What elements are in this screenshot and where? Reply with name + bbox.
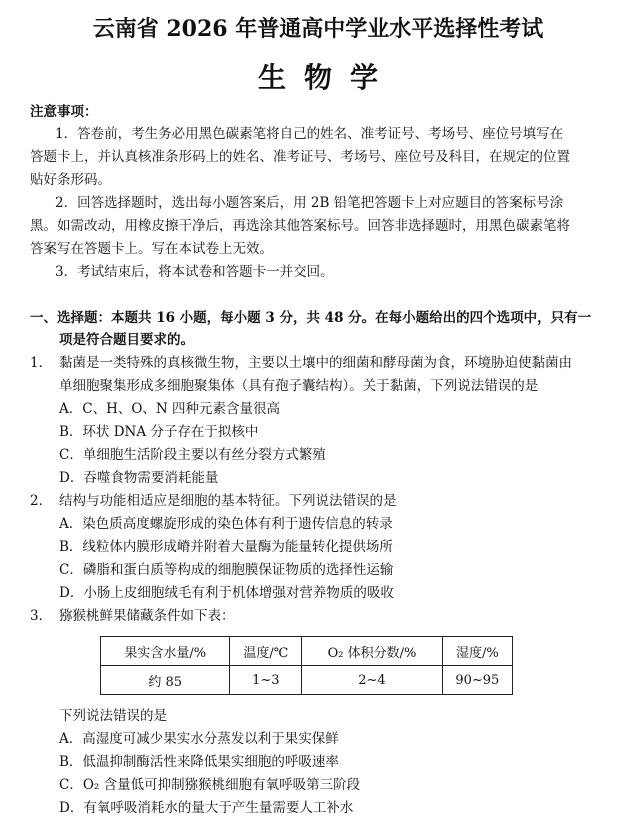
section-heading-cont: 项是符合题目要求的。 xyxy=(59,332,194,348)
notice-line: 2．回答选择题时，选出每小题答案后，用 2B 铅笔把答题卡上对应题目的答案标号涂 xyxy=(55,195,564,211)
table-header-row xyxy=(101,637,513,666)
table-cell: 1~3 xyxy=(230,666,302,695)
question-stem: 黏菌是一类特殊的真核微生物，主要以土壤中的细菌和酵母菌为食，环境胁迫使黏菌由 xyxy=(59,355,572,371)
table-header-cell: 湿度/% xyxy=(442,637,512,666)
notice-heading: 注意事项： xyxy=(30,104,98,120)
table-header-cell: 温度/℃ xyxy=(230,637,302,666)
table-header-cell: 果实含水量/% xyxy=(101,637,230,666)
table-cell: 2~4 xyxy=(302,666,442,695)
option-a: A．C、H、O、N 四种元素含量很高 xyxy=(59,401,281,417)
notice-line: 答案写在答题卡上。写在本试卷上无效。 xyxy=(30,241,273,257)
question-stem: 单细胞聚集形成多细胞聚集体（具有孢子囊结构）。关于黏菌，下列说法错误的是 xyxy=(59,378,539,394)
option-d: D．有氧呼吸消耗水的量大于产生量需要人工补水 xyxy=(59,800,354,816)
option-c: C．O₂ 含量低可抑制猕猴桃细胞有氧呼吸第三阶段 xyxy=(59,777,361,793)
option-b: B．低温抑制酶活性来降低果实细胞的呼吸速率 xyxy=(59,754,339,770)
subject-title: 生物学 xyxy=(257,61,396,94)
option-c: C．磷脂和蛋白质等构成的细胞膜保证物质的选择性运输 xyxy=(59,562,394,578)
notice-line: 1．答卷前，考生务必用黑色碳素笔将自己的姓名、准考证号、考场号、座位号填写在 xyxy=(55,126,564,142)
notice-line: 黑。如需改动，用橡皮擦干净后，再选涂其他答案标号。回答非选择题时，用黑色碳素笔将 xyxy=(30,218,570,234)
question-number: 3． xyxy=(30,608,53,624)
notice-line: 3．考试结束后，将本试卷和答题卡一并交回。 xyxy=(55,264,334,280)
table-row xyxy=(101,666,513,695)
question-stem: 结构与功能相适应是细胞的基本特征。下列说法错误的是 xyxy=(59,493,397,509)
option-a: A．染色质高度螺旋形成的染色体有利于遗传信息的转录 xyxy=(59,516,393,532)
question-number: 1． xyxy=(30,355,53,371)
option-d: D．小肠上皮细胞绒毛有利于机体增强对营养物质的吸收 xyxy=(59,585,394,601)
option-b: B．环状 DNA 分子存在于拟核中 xyxy=(59,424,259,440)
option-a: A．高湿度可减少果实水分蒸发以利于果实保鲜 xyxy=(59,731,339,747)
notice-line: 答题卡上，并认真核准条形码上的姓名、准考证号、考场号、座位号及科目，在规定的位置 xyxy=(30,149,570,165)
notice-line: 贴好条形码。 xyxy=(30,172,111,188)
question-stem: 猕猴桃鲜果储藏条件如下表： xyxy=(59,608,235,624)
table-cell: 90~95 xyxy=(442,666,512,695)
question-followup: 下列说法错误的是 xyxy=(59,708,167,724)
section-heading: 一、选择题：本题共 16 小题，每小题 3 分，共 48 分。在每小题给出的四个选项中，只有一 xyxy=(30,310,592,326)
option-c: C．单细胞生活阶段主要以有丝分裂方式繁殖 xyxy=(59,447,326,463)
option-d: D．吞噬食物需要消耗能量 xyxy=(59,470,219,486)
question-number: 2． xyxy=(30,493,53,509)
table-cell: 约 85 xyxy=(101,666,230,695)
option-b: B．线粒体内膜形成嵴并附着大量酶为能量转化提供场所 xyxy=(59,539,393,555)
exam-title: 云南省 2026 年普通高中学业水平选择性考试 xyxy=(92,16,544,42)
table-header-cell: O₂ 体积分数/% xyxy=(302,637,442,666)
storage-conditions-table xyxy=(100,636,513,695)
